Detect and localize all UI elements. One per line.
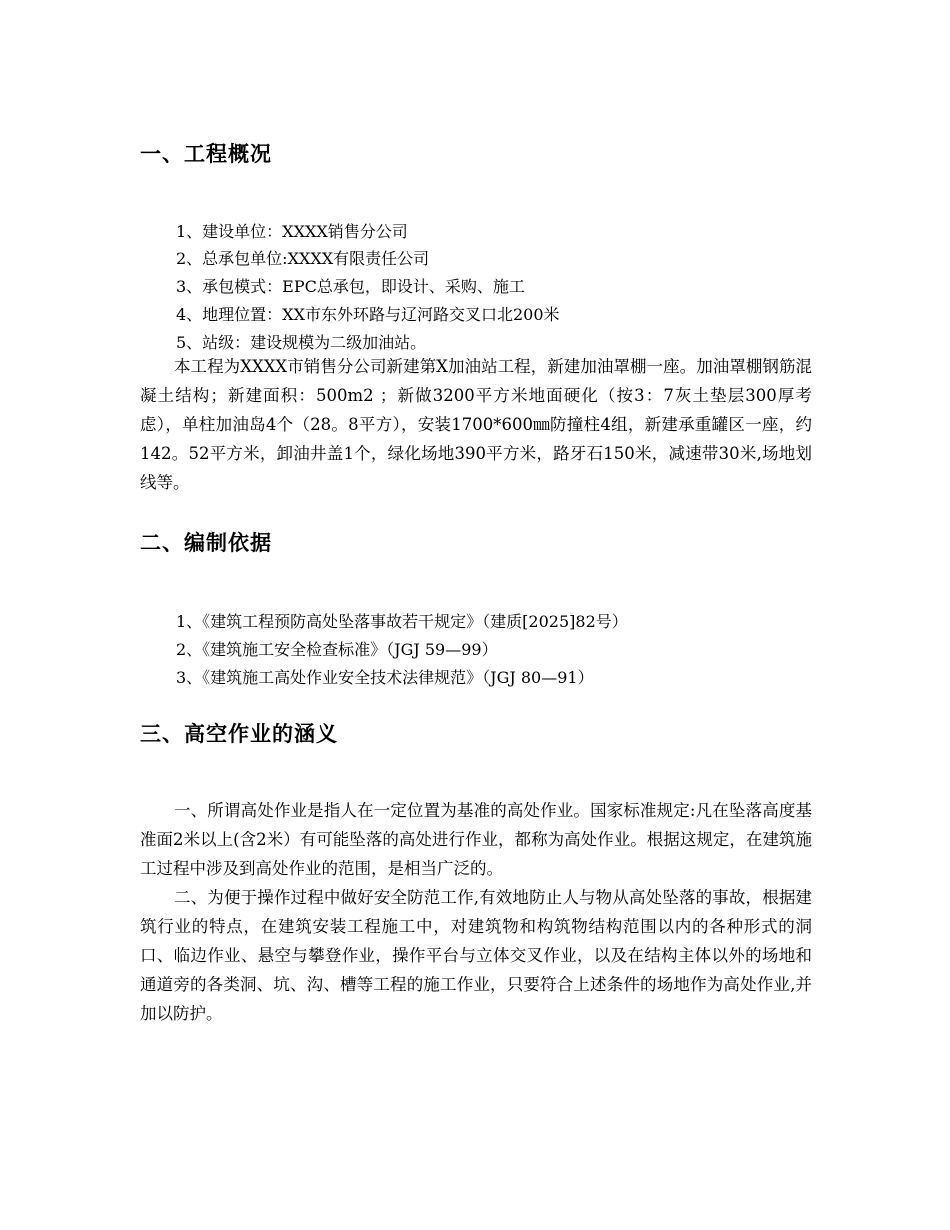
section-1-item-2: 2、总承包单位:XXXX有限责任公司 xyxy=(176,249,430,268)
section-2-item-3: 3、《建筑施工高处作业安全技术法律规范》（JGJ 80—91） xyxy=(176,668,594,687)
section-2-heading: 二、编制依据 xyxy=(140,531,272,555)
section-3-paragraph-1: 一、所谓高处作业是指人在一定位置为基准的高处作业。国家标准规定:凡在坠落高度基准面2米以上(含2米）有可能坠落的高处进行作业，都称为高处作业。根据这规定，在建筑施工过程中涉及到高处作业的范围，是相当广泛的。 xyxy=(140,801,812,878)
section-1-paragraph: 本工程为XXXX市销售分公司新建第X加油站工程，新建加油罩棚一座。加油罩棚钢筋混凝土结构；新建面积：500m2 ；新做3200平方米地面硬化（按3：7灰土垫层300厚考虑），单柱加油岛4个（28。8平方），安装1700*600㎜防撞柱4组，新建承重罐区一座，约142。52平方米，卸油井盖1个，绿化场地390平方米，路牙石150米，减速带30米,场地划线等。 xyxy=(140,357,812,492)
section-3-heading: 三、高空作业的涵义 xyxy=(140,722,338,746)
section-3-paragraph-2: 二、为便于操作过程中做好安全防范工作,有效地防止人与物从高处坠落的事故，根据建筑行业的特点，在建筑安装工程施工中，对建筑物和构筑物结构范围以内的各种形式的洞口、临边作业、悬空与攀登作业，操作平台与立体交叉作业，以及在结构主体以外的场地和通道旁的各类洞、坑、沟、槽等工程的施工作业，只要符合上述条件的场地作为高处作业,并加以防护。 xyxy=(140,888,812,1023)
section-1-item-1: 1、建设单位：XXXX销售分公司 xyxy=(176,222,408,241)
section-2-item-2: 2、《建筑施工安全检查标准》（JGJ 59—99） xyxy=(176,640,498,659)
section-2-item-1: 1、《建筑工程预防高处坠落事故若干规定》（建质[2025]82号） xyxy=(176,612,628,631)
section-1-item-4: 4、地理位置：XX市东外环路与辽河路交叉口北200米 xyxy=(176,305,560,324)
section-1-item-3: 3、承包模式：EPC总承包，即设计、采购、施工 xyxy=(176,277,525,296)
section-1-heading: 一、工程概况 xyxy=(140,142,272,166)
section-1-item-5: 5、站级：建设规模为二级加油站。 xyxy=(176,333,427,352)
